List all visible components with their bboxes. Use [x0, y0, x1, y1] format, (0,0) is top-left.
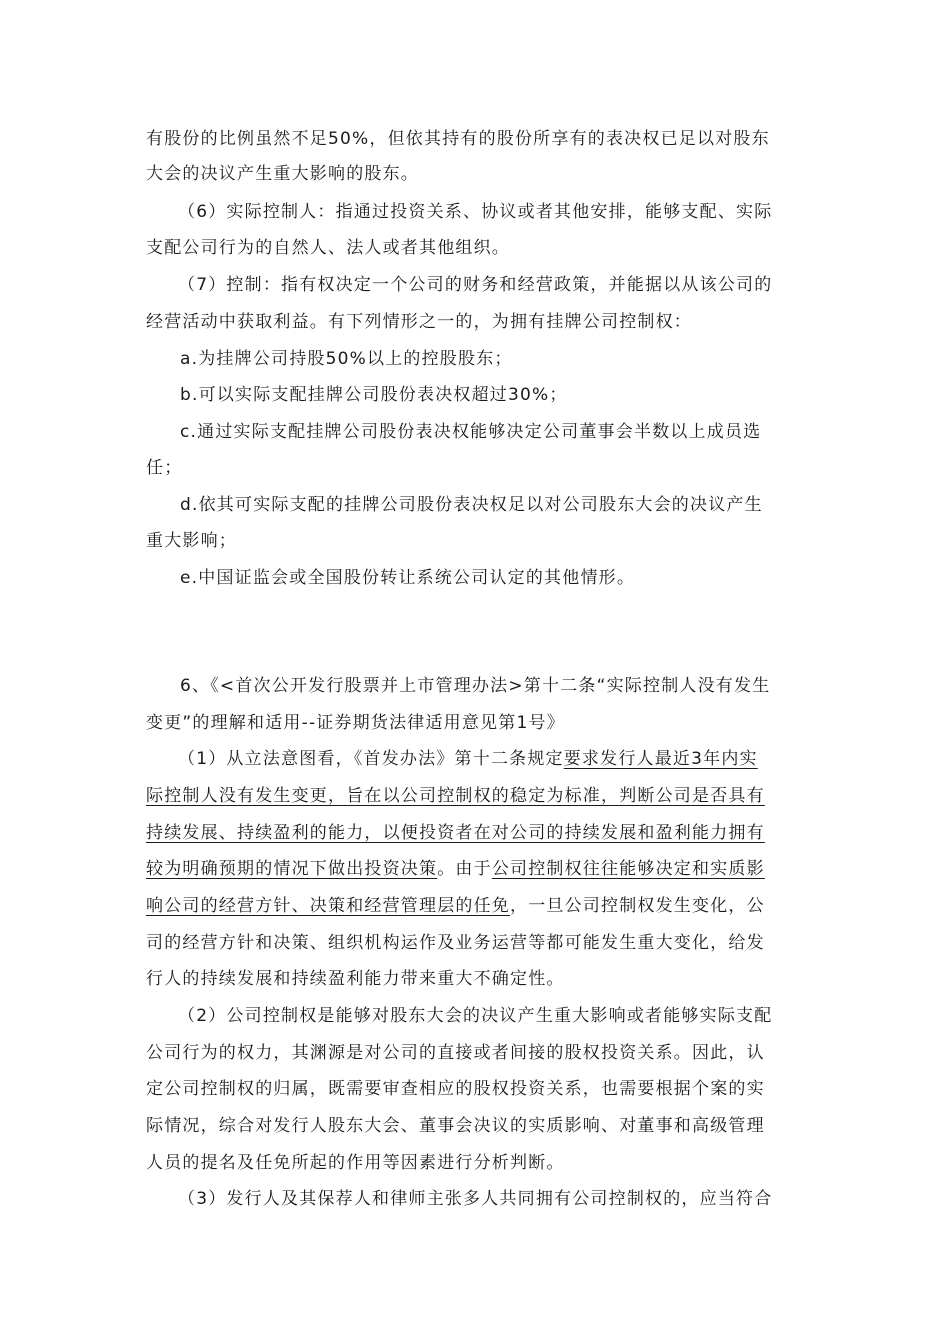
paragraph-2-line: 际情况，综合对发行人股东大会、董事会决议的实质影响、对董事和高级管理 [146, 1116, 765, 1136]
paragraph-1-line [146, 895, 765, 917]
list-item-e: e.中国证监会或全国股份转让系统公司认定的其他情形。 [180, 568, 636, 588]
paragraph-1-line [146, 858, 765, 880]
underlined-text: 公司控制权往往能够决定和实质影 [491, 859, 765, 879]
paragraph-2-line: （2）公司控制权是能够对股东大会的决议产生重大影响或者能够实际支配 [178, 1006, 773, 1026]
underlined-text: 较为明确预期的情况下做出投资决策 [146, 859, 438, 879]
list-item-c-cont: 任； [146, 458, 183, 478]
section-title: 6、《<首次公开发行股票并上市管理办法>第十二条“实际控制人没有发生 [180, 676, 771, 696]
text-line: 有股份的比例虽然不足50%，但依其持有的股份所享有的表决权已足以对股东 [146, 129, 770, 149]
paragraph-2-line: 人员的提名及任免所起的作用等因素进行分析判断。 [146, 1153, 565, 1173]
paragraph-1-line: 行人的持续发展和持续盈利能力带来重大不确定性。 [146, 969, 565, 989]
paragraph-6-line: 支配公司行为的自然人、法人或者其他组织。 [146, 238, 510, 258]
paragraph-2-line: 定公司控制权的归属，既需要审查相应的股权投资关系，也需要根据个案的实 [146, 1079, 765, 1099]
paragraph-1-line [146, 785, 765, 807]
paragraph-3-line: （3）发行人及其保荐人和律师主张多人共同拥有公司控制权的，应当符合 [178, 1189, 773, 1209]
paragraph-1-line: 司的经营方针和决策、组织机构运作及业务运营等都可能发生重大变化，给发 [146, 933, 765, 953]
section-title: 变更”的理解和适用--证券期货法律适用意见第1号》 [146, 713, 565, 733]
underlined-text: 响公司的经营方针、决策和经营管理层的任免 [146, 896, 510, 916]
text-span: ，一旦公司控制权发生变化，公 [510, 896, 765, 916]
paragraph-2-line: 公司行为的权力，其渊源是对公司的直接或者间接的股权投资关系。因此，认 [146, 1043, 765, 1063]
underlined-text: 要求发行人最近3年内实 [563, 749, 758, 769]
paragraph-6-line: （6）实际控制人：指通过投资关系、协议或者其他安排，能够支配、实际 [178, 202, 773, 222]
text-span: （1）从立法意图看，《首发办法》第十二条规定 [178, 749, 564, 769]
underlined-text: 持续发展、持续盈利的能力，以便投资者在对公司的持续发展和盈利能力拥有 [146, 823, 765, 843]
paragraph-7-line: （7）控制：指有权决定一个公司的财务和经营政策，并能据以从该公司的 [178, 275, 773, 295]
list-item-c: c.通过实际支配挂牌公司股份表决权能够决定公司董事会半数以上成员选 [180, 422, 762, 442]
paragraph-7-line: 经营活动中获取利益。有下列情形之一的，为拥有挂牌公司控制权： [146, 312, 692, 332]
underlined-text: 际控制人没有发生变更，旨在以公司控制权的稳定为标准，判断公司是否具有 [146, 786, 765, 806]
list-item-a: a.为挂牌公司持股50%以上的控股股东； [180, 349, 513, 369]
text-line: 大会的决议产生重大影响的股东。 [146, 164, 419, 184]
list-item-b: b.可以实际支配挂牌公司股份表决权超过30%； [180, 385, 568, 405]
paragraph-1-line [146, 822, 765, 844]
list-item-d-cont: 重大影响； [146, 531, 237, 551]
list-item-d: d.依其可实际支配的挂牌公司股份表决权足以对公司股东大会的决议产生 [180, 495, 763, 515]
text-span: 。由于 [437, 859, 492, 879]
paragraph-1-line [178, 748, 758, 770]
